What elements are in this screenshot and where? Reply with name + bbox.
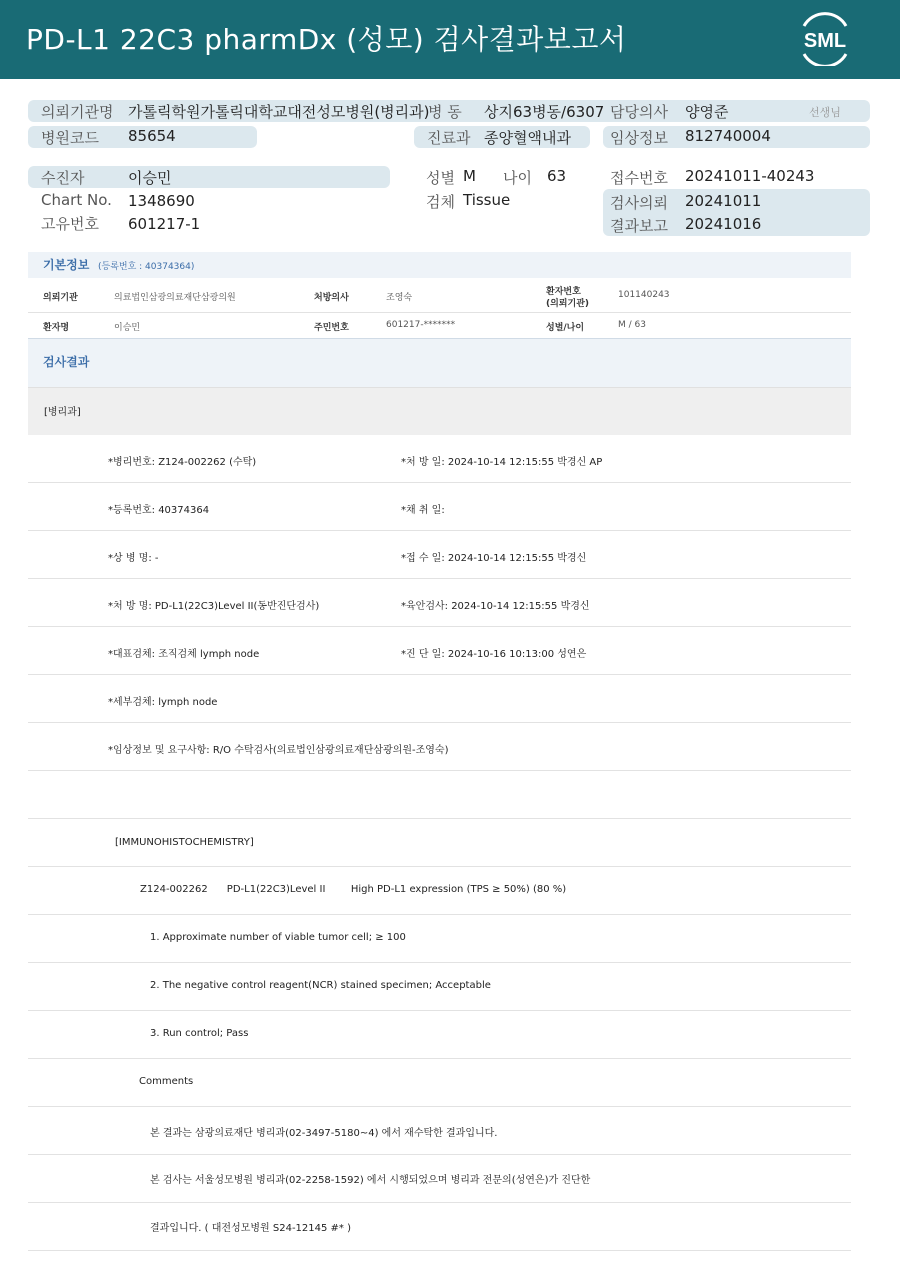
request-value: 20241011 (685, 192, 762, 210)
sml-logo (796, 12, 854, 66)
bi-sexage-label: 성별/나이 (546, 323, 585, 333)
clinical-label: 임상정보 (610, 129, 668, 147)
doctor-label: 담당의사 (610, 103, 668, 121)
diagnosis-date: *진 단 일: 2024-10-16 10:13:00 성연은 (401, 649, 587, 660)
bi-institution-value: 의료법인삼광의료재단삼광의원 (114, 293, 236, 303)
bi-patient-id-label-1: 환자번호 (546, 287, 581, 297)
chart-no-value: 1348690 (128, 192, 195, 210)
institution-label: 의뢰기관명 (41, 103, 114, 121)
gross-exam: *육안검사: 2024-10-14 12:15:55 박경신 (401, 601, 590, 612)
pathology-number: *병리번호: Z124-002262 (수탁) (108, 457, 257, 468)
registration-number: (등록번호 : 40374364) (98, 262, 195, 272)
results-title: 검사결과 (43, 355, 90, 369)
comment-3: 결과입니다. ( 대전성모병원 S24-12145 #* ) (150, 1223, 352, 1234)
prescription-name: *처 방 명: PD-L1(22C3)Level II(동반진단검사) (108, 601, 320, 612)
ihc-header: [IMMUNOHISTOCHEMISTRY] (115, 837, 254, 848)
report-title: PD-L1 22C3 pharmDx (성모) 검사결과보고서 (26, 23, 627, 56)
disease-name: *상 병 명: - (108, 553, 159, 564)
bi-name-label: 환자명 (43, 323, 70, 333)
specimen-label: 검체 (426, 193, 455, 211)
dept-value: 종양혈액내과 (484, 129, 571, 147)
collection-date: *채 취 일: (401, 505, 445, 516)
institution-value: 가톨릭학원가톨릭대학교대전성모병원(병리과) (128, 103, 430, 121)
basic-info-title: 기본정보 (43, 258, 90, 272)
pathology-dept-label: [병리과] (44, 407, 81, 418)
bi-institution-label: 의뢰기관 (43, 293, 78, 303)
bi-rrn-value: 601217-******* (386, 320, 456, 330)
bi-sexage-value: M / 63 (618, 320, 646, 330)
logo-text: SML (803, 30, 847, 52)
request-label: 검사의뢰 (610, 194, 668, 212)
patient-value: 이승민 (128, 169, 172, 187)
prescription-date: *처 방 일: 2024-10-14 12:15:55 박경신 AP (401, 457, 603, 468)
hospital-code-label: 병원코드 (41, 129, 99, 147)
patient-label: 수진자 (41, 169, 85, 187)
report-date-value: 20241016 (685, 215, 762, 233)
age-label: 나이 (503, 169, 532, 187)
bi-prescriber-value: 조영숙 (386, 293, 413, 303)
comments-label: Comments (139, 1076, 194, 1087)
doctor-suffix: 선생님 (809, 106, 841, 119)
report-date-label: 결과보고 (610, 217, 668, 235)
ward-value: 상지63병동/6307 (484, 103, 605, 121)
dept-label: 진료과 (427, 129, 471, 147)
age-value: 63 (547, 167, 567, 185)
uid-label: 고유번호 (41, 215, 99, 233)
sex-value: M (463, 167, 476, 185)
ward-label: 병 동 (428, 103, 462, 121)
bi-prescriber-label: 처방의사 (314, 293, 349, 303)
hospital-code-value: 85654 (128, 127, 176, 145)
clinical-request: *임상정보 및 요구사항: R/O 수탁검사(의료법인삼광의료재단삼광의원-조영숙) (108, 745, 449, 756)
bi-rrn-label: 주민번호 (314, 323, 349, 333)
bi-patient-id-value: 101140243 (618, 290, 670, 300)
result-row-empty (28, 771, 851, 819)
clinical-value: 812740004 (685, 127, 771, 145)
bi-patient-id-label-2: (의뢰기관) (546, 299, 590, 309)
uid-value: 601217-1 (128, 215, 201, 233)
ihc-item-2: 2. The negative control reagent(NCR) stained specimen; Acceptable (150, 980, 491, 991)
receipt-value: 20241011-40243 (685, 167, 815, 185)
sex-label: 성별 (426, 169, 455, 187)
ihc-item-1: 1. Approximate number of viable tumor cell; ≥ 100 (150, 932, 406, 943)
registration-no: *등록번호: 40374364 (108, 505, 210, 516)
ihc-item-3: 3. Run control; Pass (150, 1028, 249, 1039)
detail-specimen: *세부검체: lymph node (108, 697, 218, 708)
comment-2: 본 검사는 서울성모병원 병리과(02-2258-1592) 에서 시행되었으며 병리과 전문의(성연은)가 진단한 (150, 1175, 591, 1186)
pathology-header (28, 387, 851, 435)
specimen-value: Tissue (463, 191, 511, 209)
bi-name-value: 이승민 (114, 323, 141, 333)
doctor-value: 양영준 (685, 103, 729, 121)
ihc-result-line: Z124-002262 PD-L1(22C3)Level II High PD-L1 expression (TPS ≥ 50%) (80 %) (140, 884, 567, 895)
results-header (28, 338, 851, 387)
chart-no-label: Chart No. (41, 191, 112, 209)
receipt-label: 접수번호 (610, 169, 668, 187)
main-specimen: *대표검체: 조직검체 lymph node (108, 649, 260, 660)
receipt-date: *접 수 일: 2024-10-14 12:15:55 박경신 (401, 553, 587, 564)
comment-1: 본 결과는 삼광의료재단 병리과(02-3497-5180~4) 에서 재수탁한 결과입니다. (150, 1128, 498, 1139)
bi-divider (28, 312, 851, 313)
